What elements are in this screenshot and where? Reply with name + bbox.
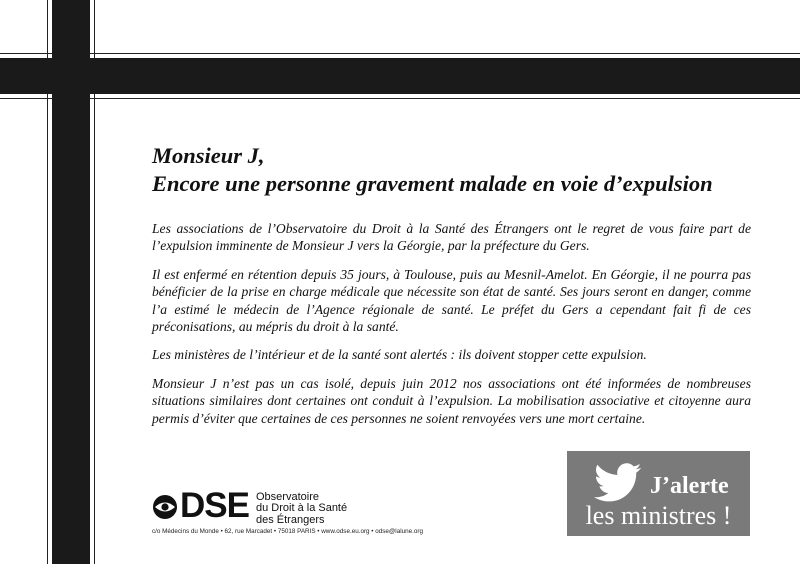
eye-icon	[152, 494, 178, 520]
logo-subtitle-line-1: Observatoire	[256, 491, 319, 503]
announcement-body	[152, 220, 751, 438]
postal-address: c/o Médecins du Monde • 62, rue Marcadet • 75018 PARIS • www.odse.eu.org • odse@lalune.org	[152, 528, 423, 535]
mourning-band-horizontal	[0, 58, 800, 94]
paragraph-4: Monsieur J n’est pas un cas isolé, depuis juin 2012 nos associations ont été informées de nombreuses situations similaires dont certaines ont conduit à l’expulsion. La mobilisation associative et citoyenne aura permis d’éviter que certaines de ces personnes ne soient renvoyées vers une mort certaine.	[152, 375, 751, 426]
paragraph-2: Il est enfermé en rétention depuis 35 jours, à Toulouse, puis au Mesnil-Amelot. En Géorgie, il ne pourra pas bénéficier de la prise en charge médicale que nécessite son état de santé. Ses jours seront en danger, comme l’a estimé le médecin de l’Agence régionale de santé. Le préfet du Gers a cependant fait fi de ces préconisations, au mépris du droit à la santé.	[152, 266, 751, 335]
alert-button-line-1: J’alerte	[650, 473, 729, 499]
paragraph-1: Les associations de l’Observatoire du Droit à la Santé des Étrangers ont le regret de vous faire part de l’expulsion imminente de Monsieur J vers la Géorgie, par la préfecture du Gers.	[152, 221, 751, 254]
logo-subtitle	[256, 492, 347, 526]
logo-subtitle-line-2: du Droit à la Santé	[256, 502, 348, 515]
title-line-2: Encore une personne gravement malade en voie d’expulsion	[152, 171, 713, 196]
alert-ministers-button[interactable]	[567, 451, 750, 536]
frame-line-top	[0, 53, 800, 54]
paragraph-3: Les ministères de l’intérieur et de la santé sont alertés : ils doivent stopper cette expulsion.	[152, 347, 647, 363]
logo-letters: DSE	[180, 486, 249, 525]
alert-button-line-2: les ministres !	[585, 501, 732, 530]
logo-subtitle-line-3: des Étrangers	[256, 513, 325, 526]
frame-line-under-band	[0, 98, 800, 99]
twitter-bird-icon	[593, 463, 643, 503]
title-line-1: Monsieur J,	[152, 143, 265, 168]
page-title	[152, 142, 772, 198]
